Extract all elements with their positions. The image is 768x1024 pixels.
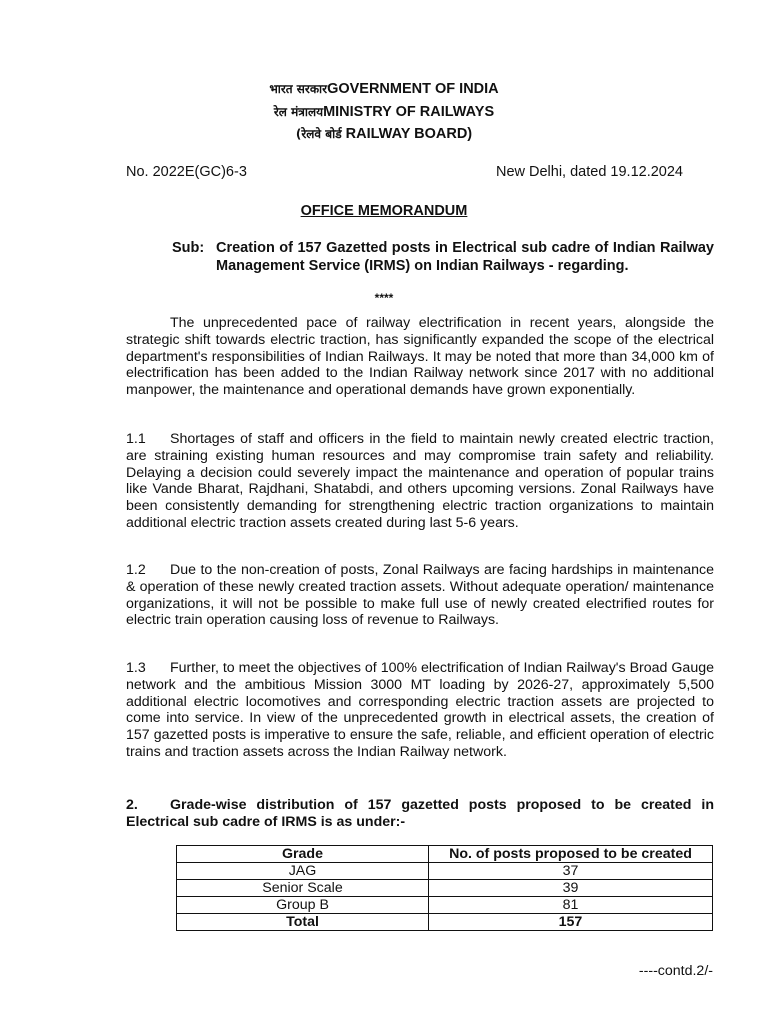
subject-block (172, 240, 714, 275)
header-ministry: रेल मंत्रालयMINISTRY OF RAILWAYS (273, 104, 495, 120)
table-cell-posts: 81 (429, 897, 713, 914)
table-cell-grade: Senior Scale (177, 880, 429, 897)
table-total-value: 157 (429, 914, 713, 931)
continuation-marker: ----contd.2/- (638, 963, 713, 979)
table-cell-posts: 37 (429, 863, 713, 880)
reference-number: No. 2022E(GC)6-3 (126, 164, 247, 180)
paragraph-2: 2. Grade-wise distribution of 157 gazetted posts proposed to be created in Electrical sub cadre of IRMS is as under:- (126, 797, 714, 830)
table-total-row (177, 914, 713, 931)
date-line: New Delhi, dated 19.12.2024 (495, 164, 683, 180)
paragraph-intro: The unprecedented pace of railway electrification in recent years, alongside the strategic shift towards electric traction, has significantly expanded the scope of the electrical department's responsibilities of Indian Railways. It may be noted that more than 34,000 km of electrification has been added to the Indian Railway network since 2017 with no additional manpower, the maintenance and operational demands have grown exponentially. (126, 315, 714, 399)
table-cell-grade: Group B (177, 897, 429, 914)
memo-title: OFFICE MEMORANDUM (300, 203, 468, 219)
table-header-posts: No. of posts proposed to be created (429, 846, 713, 863)
table-cell-grade: JAG (177, 863, 429, 880)
table-row (177, 897, 713, 914)
table-header-grade: Grade (177, 846, 429, 863)
subject-text: Creation of 157 Gazetted posts in Electrical sub cadre of Indian Railway Management Service (IRMS) on Indian Railways - regarding. (216, 240, 714, 274)
table-row (177, 863, 713, 880)
paragraph-1-1: 1.1 Shortages of staff and officers in the field to maintain newly created electric traction, are straining existing human resources and may compromise train safety and reliability. Delaying a decision could severely impact the maintenance and operation of popular trains like Vande Bharat, Rajdhani, Shatabdi, and others upcoming versions. Zonal Railways have been consistently demanding for strengthening electric traction organizations to maintain additional electric traction assets created during last 5-6 years. (126, 431, 714, 531)
header-government: भारत सरकारGOVERNMENT OF INDIA (269, 81, 499, 97)
separator: **** (374, 291, 394, 305)
grade-distribution-table (176, 845, 713, 931)
table-cell-posts: 39 (429, 880, 713, 897)
subject-label: Sub: (172, 240, 205, 256)
paragraph-1-2: 1.2 Due to the non-creation of posts, Zonal Railways are facing hardships in maintenance & operation of these newly created traction assets. Without adequate operation/ maintenance organizations, it will not be possible to make full use of newly created electrified routes for electric train operation causing loss of revenue to Railways. (126, 562, 714, 629)
table-header-row (177, 846, 713, 863)
table-total-label: Total (177, 914, 429, 931)
header-board: (रेलवे बोर्ड RAILWAY BOARD) (295, 126, 473, 142)
paragraph-1-3: 1.3 Further, to meet the objectives of 100% electrification of Indian Railway's Broad Gauge network and the ambitious Mission 3000 MT loading by 2026-27, approximately 5,500 additional electric locomotives and corresponding electric traction assets are projected to come into service. In view of the unprecedented growth in electrical assets, the creation of 157 gazetted posts is imperative to ensure the safe, reliable, and efficient operation of electric trains and traction assets across the Indian Railway network. (126, 660, 714, 760)
table-row (177, 880, 713, 897)
